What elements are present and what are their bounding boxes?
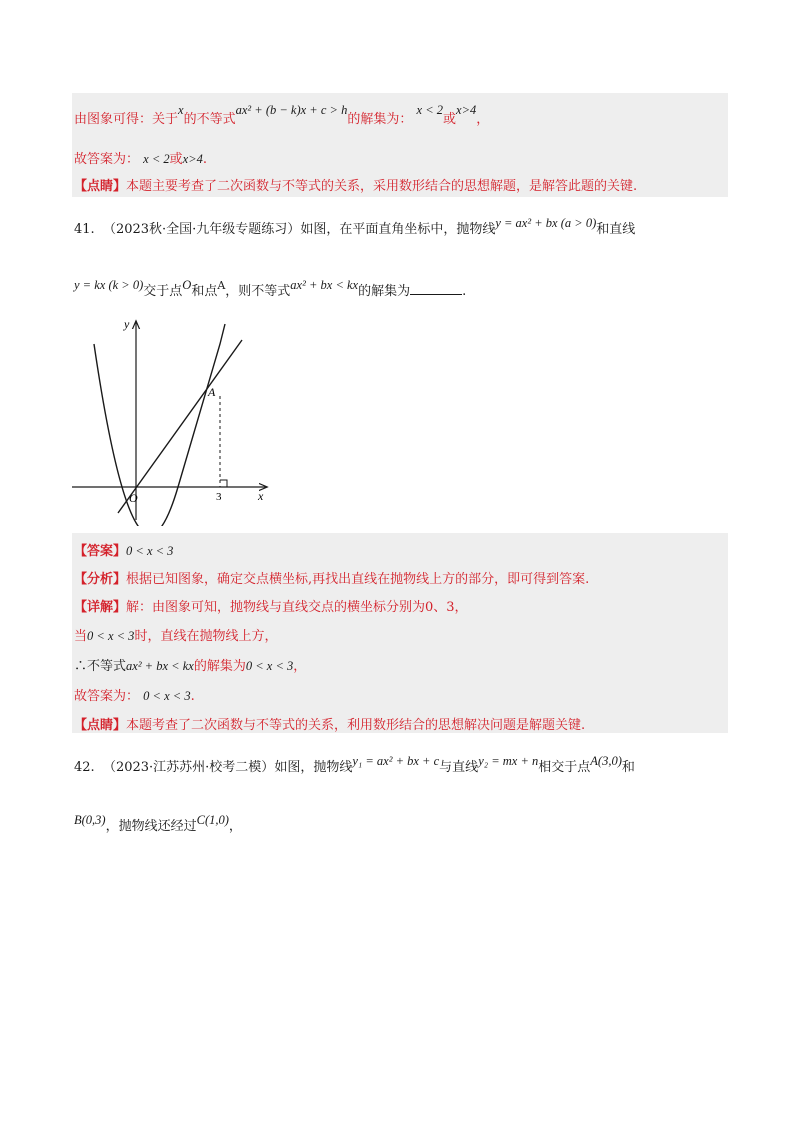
math-solution: 0 < x < 3 [143, 689, 191, 703]
text: 时，直线在抛物线上方， [134, 629, 278, 644]
text: 和 [621, 760, 635, 775]
math-point: B(0,3) [74, 813, 106, 827]
math-inequality: ax² + bx < kx [290, 278, 359, 292]
text: . [202, 152, 208, 167]
text: 如图，抛物线 [274, 760, 353, 775]
text: 由图象可得：关于 [74, 112, 179, 127]
text: . [462, 284, 467, 299]
detail-tag: 【详解】 [74, 600, 127, 615]
math-solution: x < 2 [143, 152, 170, 166]
answer-tag: 【答案】 [74, 544, 127, 559]
text: ∴不等式 [74, 659, 127, 674]
question-source: （2023·江苏苏州·校考二模） [102, 760, 275, 775]
math-solution: x>4 [182, 152, 203, 166]
point-a-label: A [208, 385, 216, 399]
text: 和直线 [596, 222, 636, 237]
question-42-line1 [74, 756, 635, 775]
text: 与直线 [439, 760, 479, 775]
text: 故答案为： [74, 152, 140, 167]
comment-text: 本题主要考查了二次函数与不等式的关系，采用数形结合的思想解题，是解答此题的关键. [126, 179, 638, 194]
math-point: A [217, 279, 226, 292]
question-41-line2 [74, 280, 466, 299]
parabola-curve [94, 324, 225, 526]
answer40-line2 [74, 148, 207, 167]
math-var: x [178, 103, 184, 117]
question-number: 42. [74, 760, 95, 775]
tick-3-label: 3 [216, 491, 222, 503]
text: 和点 [191, 284, 218, 299]
math-answer: 0 < x < 3 [126, 544, 174, 558]
comment-tag: 【点睛】 [74, 718, 127, 733]
text: 的不等式 [183, 112, 236, 127]
math-parabola: y₁ = ax² + bx + c [352, 754, 440, 768]
text: 或 [169, 152, 183, 167]
comment-text: 本题考查了二次函数与不等式的关系，利用数形结合的思想解决问题是解题关键. [126, 718, 586, 733]
answer40-comment [74, 175, 637, 194]
question-source: （2023秋·全国·九年级专题练习） [102, 222, 301, 237]
text: 或 [443, 112, 457, 127]
text: ， [228, 819, 242, 834]
math-inequality: ax² + bx < kx [126, 659, 194, 673]
answer-blank [410, 284, 462, 295]
text: ， [293, 659, 307, 674]
answer41-answer [74, 540, 173, 559]
question-42-line2 [74, 815, 242, 834]
answer41-final [74, 685, 195, 704]
math-point: O [182, 278, 192, 292]
text: 的解集为 [358, 284, 411, 299]
math-solution: x < 2 [416, 103, 443, 117]
text: 相交于点 [538, 760, 591, 775]
math-solution: x>4 [456, 103, 477, 117]
figure-parabola-line [70, 316, 280, 526]
text: 交于点 [143, 284, 183, 299]
text: ，则不等式 [225, 284, 291, 299]
answer40-line1 [74, 103, 490, 127]
math-line: y₂ = mx + n [478, 754, 539, 768]
question-number: 41. [74, 222, 95, 237]
analysis-text: 根据已知图象，确定交点横坐标,再找出直线在抛物线上方的部分，即可得到答案. [126, 572, 590, 587]
question-41-line1 [74, 218, 635, 237]
text: 的解集为： [347, 112, 413, 127]
right-angle-mark [220, 480, 227, 487]
y-axis-label: y [124, 317, 130, 331]
math-line: y = kx (k > 0) [74, 278, 144, 292]
text: 当 [74, 629, 88, 644]
text: 故答案为： [74, 689, 140, 704]
answer41-comment [74, 714, 585, 733]
text: 如图，在平面直角坐标中，抛物线 [300, 222, 496, 237]
math-solution: 0 < x < 3 [245, 659, 294, 673]
text: ， [476, 112, 490, 127]
math-point: A(3,0) [590, 754, 622, 768]
answer41-when [74, 625, 277, 644]
x-axis-label: x [258, 489, 264, 503]
detail-text: 解：由图象可知，抛物线与直线交点的横坐标分别为0、3， [126, 600, 468, 615]
text: 的解集为 [193, 659, 246, 674]
analysis-tag: 【分析】 [74, 572, 127, 587]
comment-tag: 【点睛】 [74, 179, 127, 194]
origin-label: O [129, 491, 138, 505]
answer41-analysis [74, 568, 589, 587]
math-parabola: y = ax² + bx (a > 0) [495, 216, 597, 230]
math-condition: 0 < x < 3 [87, 629, 135, 643]
answer41-therefore [74, 655, 306, 674]
answer41-detail [74, 596, 468, 615]
math-inequality: ax² + (b − k)x + c > h [235, 103, 348, 117]
text: . [190, 689, 195, 704]
text: ，抛物线还经过 [105, 819, 197, 834]
math-point: C(1,0) [196, 813, 229, 827]
